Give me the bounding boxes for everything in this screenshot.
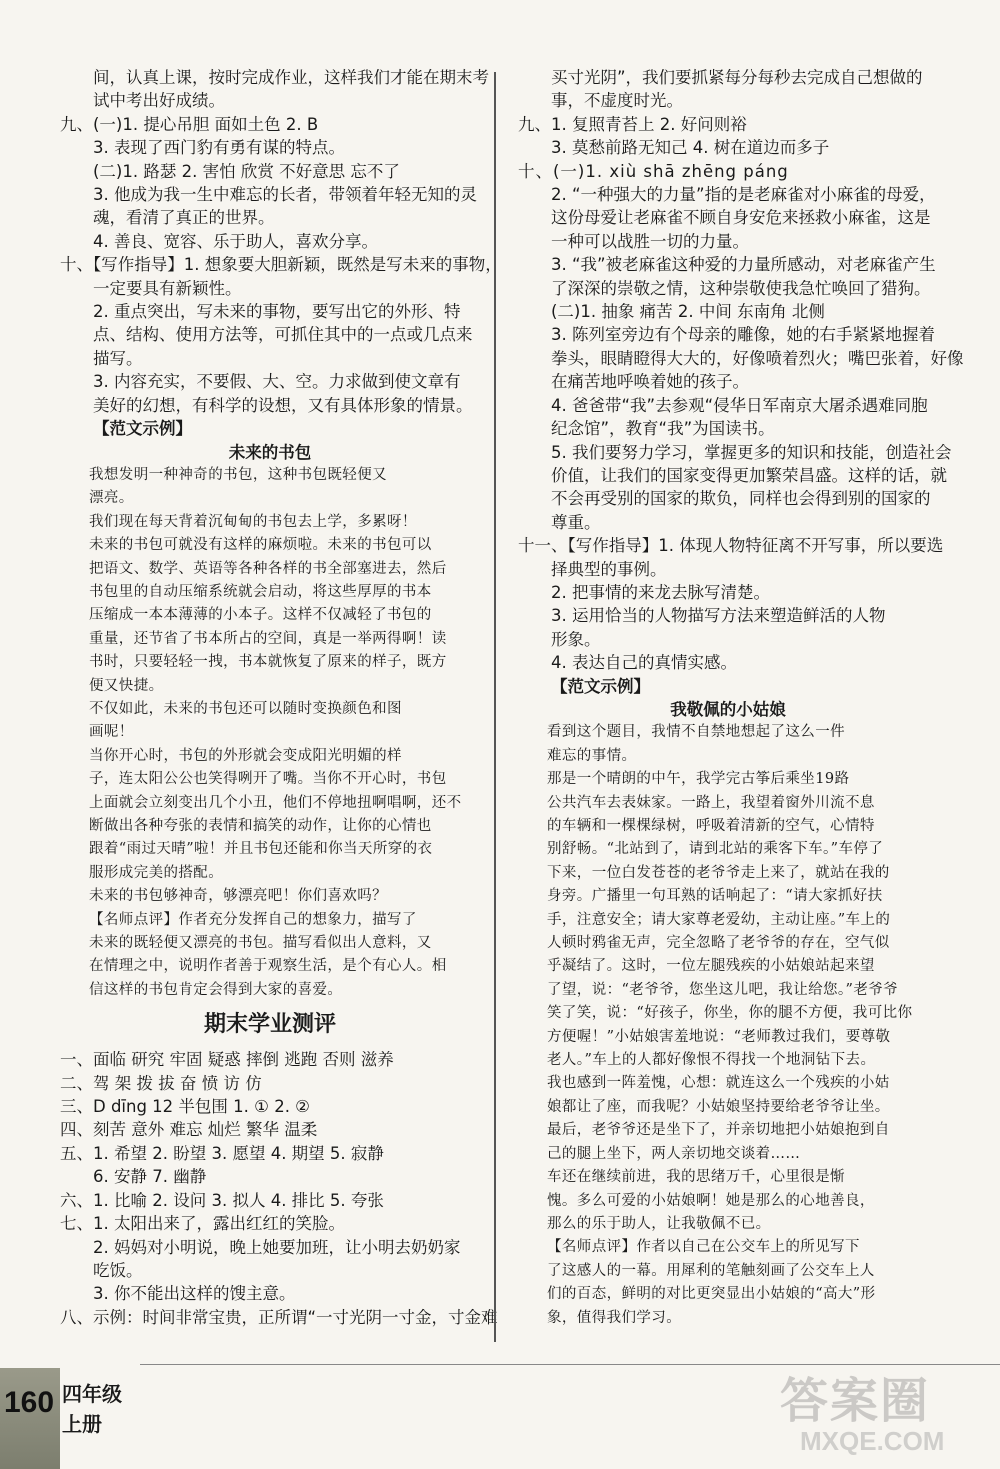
teacher-comment-line: 【名师点评】作者充分发挥自己的想象力，描写了 bbox=[89, 911, 417, 928]
essay-line: 子，连太阳公公也笑得咧开了嘴。当你不开心时，书包 bbox=[89, 771, 447, 788]
writing-guide-line: 一定要具有新颖性。 bbox=[93, 278, 242, 298]
answer-line: 4. 爸爸带“我”去参观“侵华日军南京大屠杀遇难同胞 bbox=[551, 395, 928, 415]
essay-line: 画呢！ bbox=[89, 724, 134, 741]
answer-line: 2. “一种强大的力量”指的是老麻雀对小麻雀的母爱， bbox=[551, 185, 936, 205]
essay-line: 那是一个晴朗的中午，我学完古筝后乘坐19路 bbox=[547, 771, 850, 788]
essay-line: 别舒畅。“北站到了，请到北站的乘客下车。”车停了 bbox=[547, 841, 884, 858]
page-number-box bbox=[0, 1368, 60, 1469]
writing-guide-line: 美好的幻想，有科学的设想，又有具体形象的情景。 bbox=[93, 395, 473, 415]
teacher-comment-line: 们的百态，鲜明的对比更突显出小姑娘的“高大”形 bbox=[547, 1286, 876, 1303]
answer-line: 6. 安静 7. 幽静 bbox=[93, 1167, 207, 1187]
sample-essay-tag: 【范文示例】 bbox=[551, 676, 650, 696]
teacher-comment-line: 象，值得我们学习。 bbox=[547, 1309, 682, 1326]
answer-line: 3. 表现了西门豹有勇有谋的特点。 bbox=[93, 138, 345, 158]
answer-line: 一种可以战胜一切的力量。 bbox=[551, 231, 749, 251]
teacher-comment-line: 了这感人的一幕。用犀利的笔触刻画了公交车上人 bbox=[547, 1262, 875, 1279]
answer-line: 七、1. 太阳出来了，露出红红的笑脸。 bbox=[60, 1214, 345, 1234]
left-column bbox=[60, 66, 502, 1329]
essay-line: 压缩成一本本薄薄的小本子。这样不仅减轻了书包的 bbox=[89, 607, 432, 624]
essay-line: 看到这个题目，我情不自禁地想起了这么一件 bbox=[547, 724, 845, 741]
answer-line: 3. 莫愁前路无知己 4. 树在道边而多子 bbox=[551, 138, 830, 158]
column-divider bbox=[494, 72, 496, 1342]
answer-line: 形象。 bbox=[551, 629, 601, 649]
writing-guide-line: 十、【写作指导】1. 想象要大胆新颖，既然是写未来的事物， bbox=[60, 255, 502, 275]
watermark-text: 答案圈 bbox=[780, 1373, 931, 1429]
answer-line: 四、刻苦 意外 难忘 灿烂 繁华 温柔 bbox=[60, 1120, 318, 1140]
writing-guide-line: 2. 重点突出，写未来的事物，要写出它的外形、特 bbox=[93, 302, 461, 322]
answer-line: 了深深的崇敬之情，这种崇敬使我急忙唤回了猎狗。 bbox=[551, 278, 931, 298]
answer-line: 4. 表达自己的真情实感。 bbox=[551, 653, 737, 673]
essay-line: 车还在继续前进，我的思绪万千，心里很是惭 bbox=[547, 1169, 845, 1186]
essay-line: 方便喔！”小姑娘害羞地说：“老师教过我们，要尊敬 bbox=[547, 1028, 891, 1045]
answer-line: 尊重。 bbox=[551, 512, 601, 532]
essay-line: 不仅如此，未来的书包还可以随时变换颜色和图 bbox=[89, 700, 402, 717]
teacher-comment-line: 【名师点评】作者以自己在公交车上的所见写下 bbox=[547, 1239, 860, 1256]
essay-line: 我也感到一阵羞愧，心想：就连这么一个残疾的小姑 bbox=[547, 1075, 890, 1092]
essay-line: 人顿时鸦雀无声，完全忽略了老爷爷的存在，空气似 bbox=[547, 935, 890, 952]
sample-essay-tag: 【范文示例】 bbox=[93, 419, 192, 439]
essay-line: 手，注意安全；请大家尊老爱幼，主动让座。”车上的 bbox=[547, 911, 891, 928]
answer-line: 5. 我们要努力学习，掌握更多的知识和技能，创造社会 bbox=[551, 442, 952, 462]
answer-line: 拳头，眼睛瞪得大大的，好像喷着烈火；嘴巴张着，好像 bbox=[551, 348, 964, 368]
essay-line: 把语文、数学、英语等各种各样的书全部塞进去，然后 bbox=[89, 560, 447, 577]
watermark-logo bbox=[780, 1362, 990, 1462]
writing-guide-line: 描写。 bbox=[93, 348, 143, 368]
answer-line: 魂，看清了真正的世界。 bbox=[93, 208, 275, 228]
essay-line: 断做出各种夸张的表情和搞笑的动作，让你的心情也 bbox=[89, 818, 432, 834]
essay-title: 我敬佩的小姑娘 bbox=[670, 699, 786, 719]
grade-label: 四年级 bbox=[62, 1382, 122, 1406]
answer-line: 九、(一)1. 提心吊胆 面如土色 2. B bbox=[60, 114, 319, 134]
teacher-comment-line: 在情理之中，说明作者善于观察生活，是个有心人。相 bbox=[89, 958, 447, 975]
answer-line: 六、1. 比喻 2. 设问 3. 拟人 4. 排比 5. 夸张 bbox=[60, 1190, 384, 1210]
essay-line: 娘都让了座，而我呢？小姑娘坚持要给老爷爷让坐。 bbox=[547, 1098, 890, 1115]
answer-line: 间，认真上课，按时完成作业，这样我们才能在期末考 bbox=[93, 68, 489, 87]
page-number: 160 bbox=[4, 1386, 55, 1419]
answer-line: 3. 他成为我一生中难忘的长者，带领着年轻无知的灵 bbox=[93, 185, 477, 205]
essay-line: 老人。”车上的人都好像恨不得找一个地洞钻下去。 bbox=[547, 1052, 876, 1069]
essay-line: 最后，老爷爷还是坐下了，并亲切地把小姑娘抱到自 bbox=[547, 1122, 890, 1139]
page-footer bbox=[0, 1352, 1000, 1469]
answer-line: 一、面临 研究 牢固 疑惑 摔倒 逃跑 否则 滋养 bbox=[60, 1050, 394, 1070]
answer-line: 十、(一)1. xiù shā zhēng páng bbox=[518, 161, 789, 181]
answer-line: 不会再受别的国家的欺负，同样也会得到别的国家的 bbox=[551, 489, 931, 509]
essay-line: 未来的书包可就没有这样的麻烦啦。未来的书包可以 bbox=[89, 537, 432, 554]
essay-line: 的车辆和一棵棵绿树，呼吸着清新的空气，心情特 bbox=[547, 818, 875, 834]
answer-line: 在痛苦地呼唤着她的孩子。 bbox=[551, 372, 749, 392]
answer-line: 2. 把事情的来龙去脉写清楚。 bbox=[551, 582, 770, 602]
essay-line: 下来，一位白发苍苍的老爷爷走上来了，就站在我的 bbox=[547, 864, 890, 881]
answer-line: 八、示例：时间非常宝贵，正所谓“一寸光阴一寸金，寸金难 bbox=[60, 1307, 498, 1327]
essay-line: 公共汽车去表妹家。一路上，我望着窗外川流不息 bbox=[547, 794, 875, 811]
essay-title: 未来的书包 bbox=[228, 442, 312, 462]
essay-line: 当你开心时，书包的外形就会变成阳光明媚的样 bbox=[89, 747, 402, 764]
answer-line: 3. 陈列室旁边有个母亲的雕像，她的右手紧紧地握着 bbox=[551, 325, 935, 345]
essay-line: 重量，还节省了书本所占的空间，真是一举两得啊！读 bbox=[89, 630, 447, 647]
answer-line: 吃饭。 bbox=[93, 1260, 143, 1280]
essay-line: 了望，说：“老爷爷，您坐这儿吧，我让给您。”老爷爷 bbox=[547, 981, 899, 998]
answer-line: 二、驾 架 拨 拔 奋 愤 访 仿 bbox=[60, 1073, 262, 1093]
writing-guide-line: 点、结构、使用方法等，可抓住其中的一点或几点来 bbox=[93, 325, 473, 345]
essay-line: 漂亮。 bbox=[89, 490, 134, 507]
answer-line: 三、D dīng 12 半包围 1. ① 2. ② bbox=[60, 1097, 310, 1117]
answer-line: 买寸光阴”，我们要抓紧每分每秒去完成自己想做的 bbox=[551, 68, 923, 87]
answer-line: 这份母爱让老麻雀不顾自身安危来拯救小麻雀，这是 bbox=[551, 208, 931, 228]
right-column bbox=[518, 66, 964, 1330]
essay-line: 笑了笑，说：“好孩子，你坐，你的腿不方便，我可比你 bbox=[547, 1005, 913, 1022]
answer-line: 2. 妈妈对小明说，晚上她要加班，让小明去奶奶家 bbox=[93, 1237, 461, 1257]
teacher-comment-line: 信这样的书包肯定会得到大家的喜爱。 bbox=[89, 981, 343, 998]
answer-line: 纪念馆”，教育“我”为国读书。 bbox=[551, 419, 775, 439]
section-title: 期末学业测评 bbox=[203, 1012, 336, 1038]
essay-line: 己的腿上坐下，两人亲切地交谈着…… bbox=[547, 1145, 801, 1162]
answer-line: 十一、【写作指导】1. 体现人物特征离不开写事，所以要选 bbox=[518, 536, 944, 556]
answer-line: (二)1. 抽象 痛苦 2. 中间 东南角 北侧 bbox=[551, 302, 825, 322]
essay-line: 跟着“雨过天晴”啦！并且书包还能和你当天所穿的衣 bbox=[89, 841, 433, 858]
answer-line: 试中考出好成绩。 bbox=[93, 91, 225, 111]
answer-line: 五、1. 希望 2. 盼望 3. 愿望 4. 期望 5. 寂静 bbox=[60, 1143, 384, 1163]
essay-line: 那么的乐于助人，让我敬佩不已。 bbox=[547, 1215, 771, 1232]
answer-line: (二)1. 路瑟 2. 害怕 欣赏 不好意思 忘不了 bbox=[93, 161, 400, 181]
answer-line: 3. “我”被老麻雀这种爱的力量所感动，对老麻雀产生 bbox=[551, 255, 936, 275]
essay-line: 我想发明一种神奇的书包，这种书包既轻便又 bbox=[89, 466, 387, 483]
essay-line: 难忘的事情。 bbox=[547, 747, 637, 764]
writing-guide-line: 3. 内容充实，不要假、大、空。力求做到使文章有 bbox=[93, 372, 461, 392]
answer-line: 4. 善良、宽容、乐于助人，喜欢分享。 bbox=[93, 231, 378, 251]
essay-line: 便又快捷。 bbox=[89, 677, 164, 694]
essay-line: 上面就会立刻变出几个小丑，他们不停地扭啊唱啊，还不 bbox=[89, 794, 462, 811]
teacher-comment-line: 未来的既轻便又漂亮的书包。描写看似出人意料，又 bbox=[89, 935, 432, 952]
essay-line: 愧。多么可爱的小姑娘啊！她是那么的心地善良， bbox=[547, 1192, 875, 1209]
essay-line: 书时，只要轻轻一拽，书本就恢复了原来的样子，既方 bbox=[89, 654, 447, 671]
essay-line: 未来的书包够神奇，够漂亮吧！你们喜欢吗？ bbox=[89, 888, 387, 905]
essay-line: 乎凝结了。这时，一位左腿残疾的小姑娘站起来望 bbox=[547, 958, 875, 975]
essay-line: 服形成完美的搭配。 bbox=[89, 864, 224, 881]
watermark-url: MXQE.COM bbox=[800, 1426, 945, 1456]
essay-line: 书包里的自动压缩系统就会启动，将这些厚厚的书本 bbox=[89, 583, 432, 600]
answer-line: 事，不虚度时光。 bbox=[551, 91, 683, 111]
answer-line: 3. 运用恰当的人物描写方法来塑造鲜活的人物 bbox=[551, 606, 886, 626]
essay-line: 身旁。广播里一句耳熟的话响起了：“请大家抓好扶 bbox=[547, 888, 883, 905]
volume-label: 上册 bbox=[62, 1412, 102, 1436]
essay-line: 我们现在每天背着沉甸甸的书包去上学，多累呀！ bbox=[89, 513, 417, 530]
answer-line: 价值，让我们的国家变得更加繁荣昌盛。这样的话，就 bbox=[551, 465, 947, 485]
answer-line: 择典型的事例。 bbox=[551, 559, 667, 579]
answer-line: 九、1. 复照青苔上 2. 好问则裕 bbox=[518, 114, 747, 134]
answer-line: 3. 你不能出这样的馊主意。 bbox=[93, 1284, 296, 1304]
